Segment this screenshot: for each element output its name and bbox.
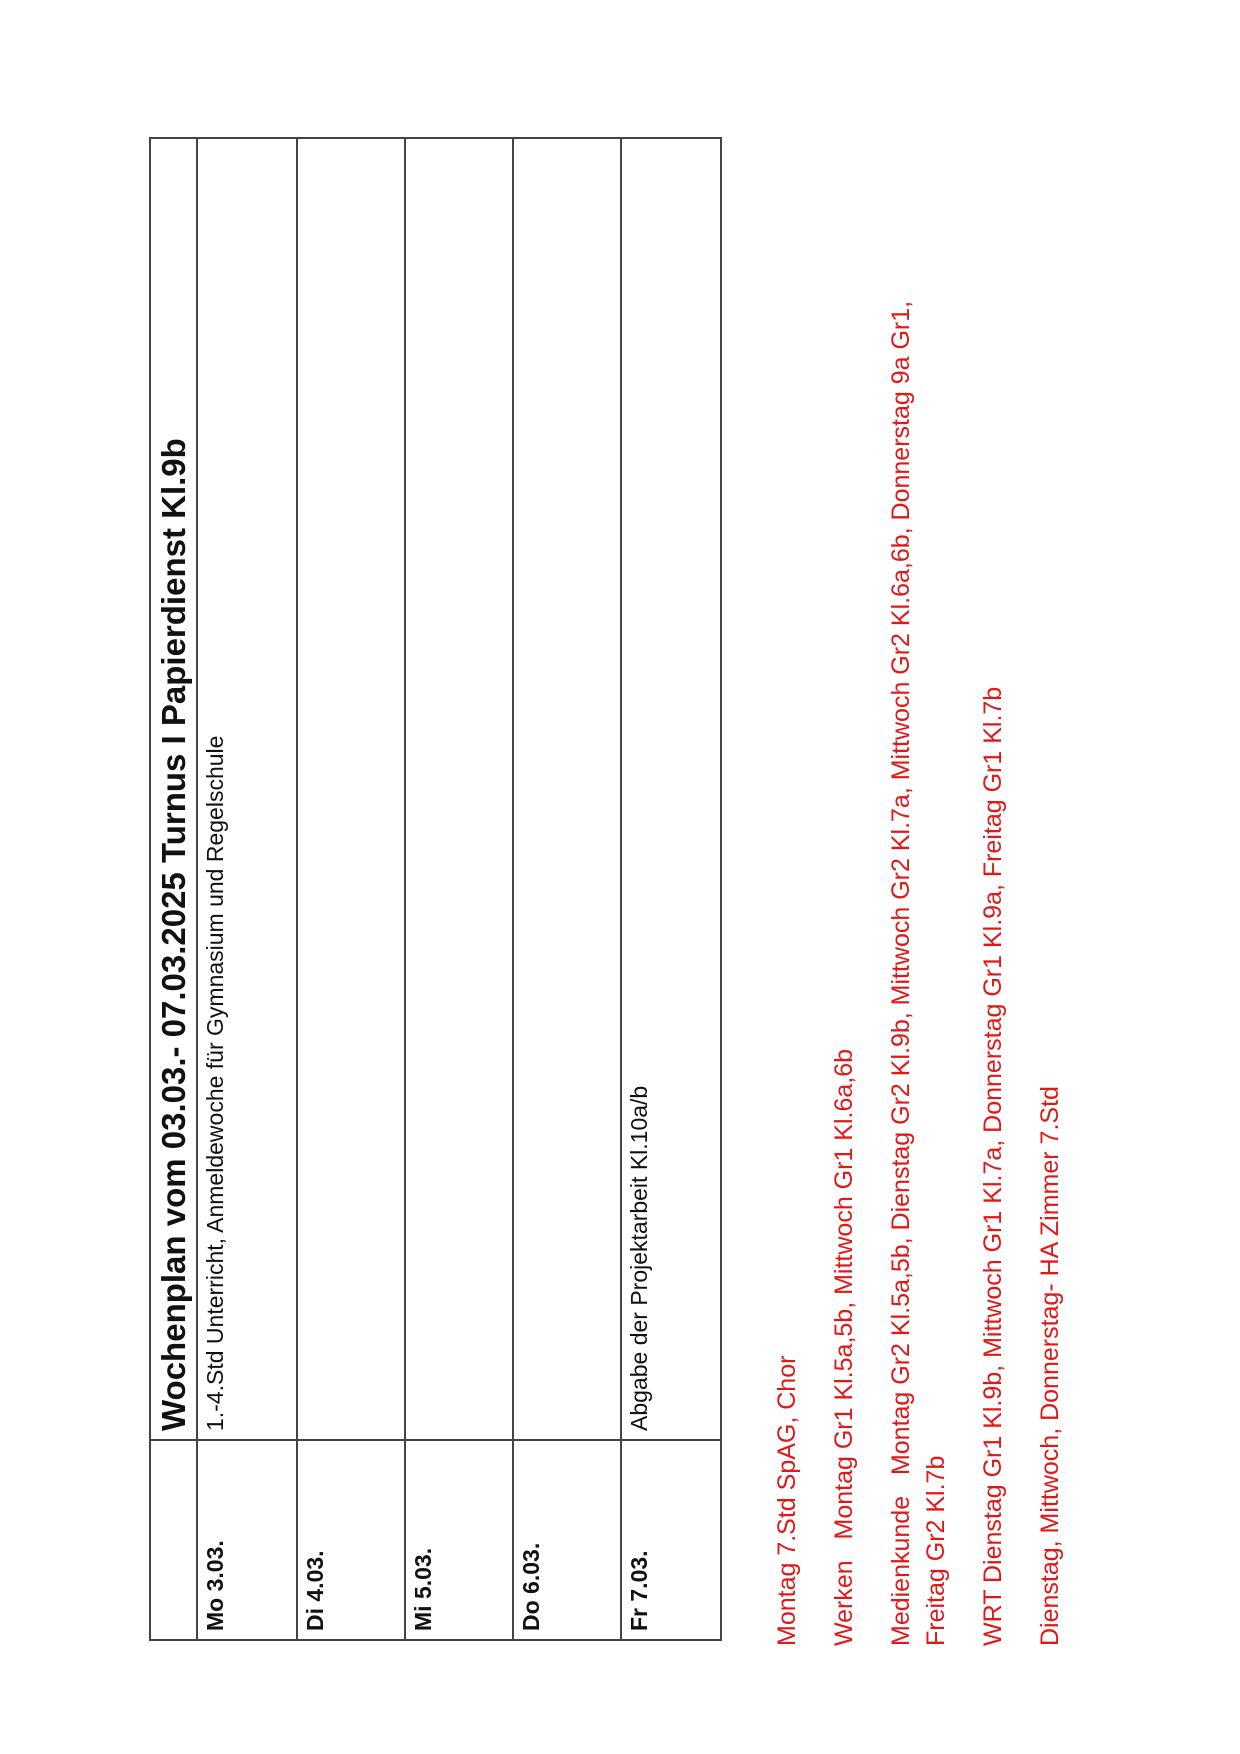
day-entry: Abgabe der Projektarbeit Kl.10a/b [621,138,721,1440]
header-title-cell [150,138,197,1440]
day-label: Fr 7.03. [621,1440,721,1640]
table-row [297,138,405,1640]
day-entry: 1.-4.Std Unterricht, Anmeldewoche für Gymnasium und Regelschule [197,138,297,1440]
note-line-medienkunde-cont: Freitag Gr2 Kl.7b [922,1455,950,1646]
note-line-medienkunde: Medienkunde Montag Gr2 Kl.5a,5b, Dienstag Gr2 Kl.9b, Mittwoch Gr2 Kl.7a, Mittwoch Gr2 Kl.6a,6b, Donnerstag 9a Gr1, [887,300,915,1646]
weekly-plan-table [149,137,722,1641]
day-entry [513,138,621,1440]
table-row [405,138,513,1640]
day-label: Mo 3.03. [197,1440,297,1640]
note-line-spag: Montag 7.Std SpAG, Chor [773,1355,801,1646]
table-row [621,138,721,1640]
page-title: Wochenplan vom 03.03.- 07.03.2025 Turnus I Papierdienst Kl.9b [155,438,192,1431]
day-label: Di 4.03. [297,1440,405,1640]
note-line-wrt: WRT Dienstag Gr1 Kl.9b, Mittwoch Gr1 Kl.7a, Donnerstag Gr1 Kl.9a, Freitag Gr1 Kl.7b [979,686,1007,1646]
header-empty-cell [150,1440,197,1640]
day-entry [405,138,513,1440]
table-row [513,138,621,1640]
note-line-ha: Dienstag, Mittwoch, Donnerstag- HA Zimmer 7.Std [1036,1086,1064,1646]
day-label: Do 6.03. [513,1440,621,1640]
table-row [197,138,297,1640]
notes-block [770,246,1068,1646]
note-line-werken: Werken Montag Gr1 Kl.5a,5b, Mittwoch Gr1 Kl.6a,6b [830,1048,858,1646]
day-entry [297,138,405,1440]
day-label: Mi 5.03. [405,1440,513,1640]
table-header-row [150,138,197,1640]
